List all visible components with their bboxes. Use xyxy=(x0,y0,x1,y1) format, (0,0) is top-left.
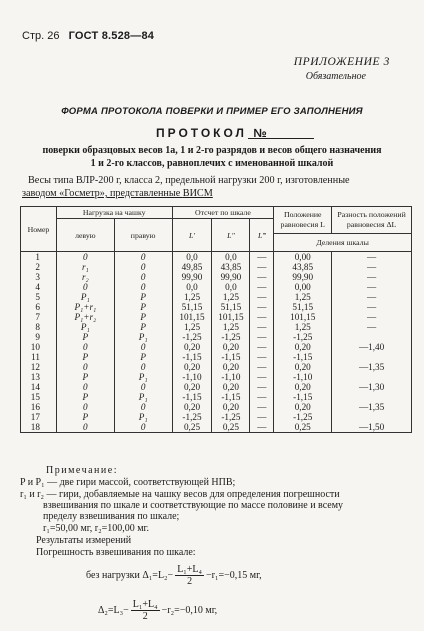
left-pan-load: P₁ xyxy=(56,322,114,332)
reading-l2: 51,15 xyxy=(212,302,250,312)
left-pan-load: 0 xyxy=(56,422,114,433)
table-row xyxy=(21,302,412,312)
equilibrium-difference: — xyxy=(332,292,412,302)
reading-l2: 0,25 xyxy=(212,422,250,433)
equilibrium-position: 43,85 xyxy=(274,262,332,272)
left-pan-load: P xyxy=(56,332,114,342)
equilibrium-position: 0,20 xyxy=(274,342,332,352)
left-pan-load: P xyxy=(56,372,114,382)
row-number: 9 xyxy=(21,332,57,342)
reading-l3: — xyxy=(250,342,274,352)
row-number: 8 xyxy=(21,322,57,332)
reading-l1: 0,25 xyxy=(172,422,212,433)
row-number: 10 xyxy=(21,342,57,352)
table-row xyxy=(21,282,412,292)
reading-l1: 99,90 xyxy=(172,272,212,282)
left-pan-load: P xyxy=(56,412,114,422)
error-heading: Погрешность взвешивания по шкале: xyxy=(36,547,196,558)
formula-1-lhs: без нагрузки Δ₁=L₂− xyxy=(86,569,174,581)
equilibrium-difference: — xyxy=(332,302,412,312)
protocol-subtitle-2: 1 и 2-го классов, равноплечих с именованной шкалой xyxy=(90,158,334,169)
table-row xyxy=(21,372,412,382)
reading-l1: 0,20 xyxy=(172,342,212,352)
table-row xyxy=(21,272,412,282)
page-header xyxy=(22,30,154,42)
right-pan-load: P xyxy=(114,312,172,322)
row-number: 11 xyxy=(21,352,57,362)
right-pan-load: 0 xyxy=(114,252,172,263)
right-pan-load: P₁ xyxy=(114,392,172,402)
table-row xyxy=(21,342,412,352)
row-number: 3 xyxy=(21,272,57,282)
note-line-4: пределу взвешивания по шкале; xyxy=(43,511,180,522)
left-pan-load: 0 xyxy=(56,252,114,263)
equilibrium-position: 51,15 xyxy=(274,302,332,312)
header-readings: Отсчет по шкале xyxy=(172,207,274,219)
reading-l2: 0,0 xyxy=(212,282,250,292)
right-pan-load: 0 xyxy=(114,262,172,272)
equilibrium-position: 0,25 xyxy=(274,422,332,433)
equilibrium-position: 1,25 xyxy=(274,322,332,332)
scale-description-1: Весы типа ВЛР-200 г, класса 2, предельной нагрузки 200 г, изготовленные xyxy=(28,175,350,186)
note-line-3: взвешивания по шкале и соответствующие по массе половине и всему xyxy=(43,500,344,511)
reading-l1: 0,0 xyxy=(172,282,212,292)
row-number: 4 xyxy=(21,282,57,292)
equilibrium-position: -1,10 xyxy=(274,372,332,382)
left-pan-load: 0 xyxy=(56,382,114,392)
table-row xyxy=(21,292,412,302)
reading-l3: — xyxy=(250,372,274,382)
reading-l3: — xyxy=(250,382,274,392)
right-pan-load: P xyxy=(114,352,172,362)
note-line-2: r₁ и r₂ — гири, добавляемые на чашку весов для определения погрешности xyxy=(20,489,340,500)
reading-l2: 0,20 xyxy=(212,402,250,412)
table-row xyxy=(21,382,412,392)
reading-l3: — xyxy=(250,312,274,322)
equilibrium-position: 0,20 xyxy=(274,402,332,412)
equilibrium-difference xyxy=(332,372,412,382)
reading-l1: -1,15 xyxy=(172,352,212,362)
table-row xyxy=(21,392,412,402)
formula-1-numerator: L₁+L₄ xyxy=(177,564,203,575)
row-number: 7 xyxy=(21,312,57,322)
equilibrium-position: 101,15 xyxy=(274,312,332,322)
header-units: Деления шкалы xyxy=(274,233,412,252)
equilibrium-position: 0,00 xyxy=(274,282,332,292)
reading-l1: 1,25 xyxy=(172,292,212,302)
left-pan-load: P₁+r₁ xyxy=(56,302,114,312)
row-number: 5 xyxy=(21,292,57,302)
table-row xyxy=(21,332,412,342)
header-right-pan: правую xyxy=(114,219,172,252)
reading-l1: 101,15 xyxy=(172,312,212,322)
note-title: Примечание: xyxy=(46,465,118,476)
equilibrium-position: -1,25 xyxy=(274,332,332,342)
reading-l1: 0,20 xyxy=(172,362,212,372)
left-pan-load: P xyxy=(56,352,114,362)
table-row xyxy=(21,252,412,263)
row-number: 17 xyxy=(21,412,57,422)
reading-l2: 0,0 xyxy=(212,252,250,263)
equilibrium-difference: — xyxy=(332,312,412,322)
row-number: 14 xyxy=(21,382,57,392)
header-left-pan: левую xyxy=(56,219,114,252)
equilibrium-position: -1,15 xyxy=(274,392,332,402)
table-row xyxy=(21,312,412,322)
protocol-title: ПРОТОКОЛ № xyxy=(156,126,270,140)
formula-2-numerator: L₁+L₄ xyxy=(132,599,158,610)
equilibrium-difference xyxy=(332,332,412,342)
results-heading: Результаты измерений xyxy=(36,535,132,546)
right-pan-load: 0 xyxy=(114,342,172,352)
equilibrium-difference: —1,40 xyxy=(332,342,412,352)
right-pan-load: 0 xyxy=(114,402,172,412)
row-number: 2 xyxy=(21,262,57,272)
reading-l2: 1,25 xyxy=(212,292,250,302)
row-number: 12 xyxy=(21,362,57,372)
reading-l3: — xyxy=(250,292,274,302)
formula-2-denominator: 2 xyxy=(142,611,148,622)
reading-l3: — xyxy=(250,282,274,292)
reading-l3: — xyxy=(250,422,274,433)
reading-l2: 0,20 xyxy=(212,342,250,352)
reading-l2: -1,15 xyxy=(212,352,250,362)
note-line-1: P и P₁ — две гири массой, соответствующей НПВ; xyxy=(20,477,236,488)
row-number: 6 xyxy=(21,302,57,312)
scale-description-2 xyxy=(22,188,213,199)
equilibrium-difference xyxy=(332,352,412,362)
header-number: Номер xyxy=(21,207,57,252)
reading-l1: -1,25 xyxy=(172,412,212,422)
note-line-5: r₁=50,00 мг, r₂=100,00 мг. xyxy=(43,523,150,534)
formula-1 xyxy=(86,564,262,587)
reading-l1: 0,0 xyxy=(172,252,212,263)
row-number: 13 xyxy=(21,372,57,382)
equilibrium-difference: —1,30 xyxy=(332,382,412,392)
equilibrium-difference: — xyxy=(332,282,412,292)
left-pan-load: 0 xyxy=(56,402,114,412)
organization: ВИСМ xyxy=(182,188,213,199)
left-pan-load: P₁+r₂ xyxy=(56,312,114,322)
header-l1: L′ xyxy=(172,219,212,252)
reading-l3: — xyxy=(250,272,274,282)
appendix-title: ПРИЛОЖЕНИЕ 3 xyxy=(293,56,390,68)
reading-l2: 101,15 xyxy=(212,312,250,322)
protocol-subtitle-1: поверки образцовых весов 1а, 1 и 2-го разрядов и весов общего назначения xyxy=(42,145,382,156)
formula-2 xyxy=(98,599,217,622)
table-row xyxy=(21,322,412,332)
equilibrium-position: 1,25 xyxy=(274,292,332,302)
reading-l3: — xyxy=(250,262,274,272)
reading-l2: 43,85 xyxy=(212,262,250,272)
reading-l1: 1,25 xyxy=(172,322,212,332)
left-pan-load: 0 xyxy=(56,362,114,372)
equilibrium-difference: — xyxy=(332,272,412,282)
table-row xyxy=(21,262,412,272)
reading-l2: 99,90 xyxy=(212,272,250,282)
table-row xyxy=(21,362,412,372)
page-number: Стр. 26 xyxy=(22,30,60,42)
reading-l2: 1,25 xyxy=(212,322,250,332)
equilibrium-difference: — xyxy=(332,262,412,272)
reading-l3: — xyxy=(250,402,274,412)
table-row xyxy=(21,402,412,412)
left-pan-load: r₁ xyxy=(56,262,114,272)
reading-l3: — xyxy=(250,352,274,362)
right-pan-load: P xyxy=(114,322,172,332)
equilibrium-difference xyxy=(332,392,412,402)
right-pan-load: 0 xyxy=(114,272,172,282)
reading-l1: -1,15 xyxy=(172,392,212,402)
table-row xyxy=(21,412,412,422)
reading-l1: 0,20 xyxy=(172,382,212,392)
reading-l2: -1,25 xyxy=(212,412,250,422)
row-number: 18 xyxy=(21,422,57,433)
row-number: 15 xyxy=(21,392,57,402)
standard-code: ГОСТ 8.528—84 xyxy=(68,30,155,42)
reading-l1: 49,85 xyxy=(172,262,212,272)
reading-l3: — xyxy=(250,332,274,342)
row-number: 1 xyxy=(21,252,57,263)
right-pan-load: 0 xyxy=(114,422,172,433)
right-pan-load: P xyxy=(114,292,172,302)
equilibrium-difference: — xyxy=(332,252,412,263)
right-pan-load: P xyxy=(114,302,172,312)
manufacturer-text: заводом «Госметр», представленные xyxy=(22,188,183,199)
right-pan-load: 0 xyxy=(114,362,172,372)
reading-l3: — xyxy=(250,322,274,332)
header-zero: Положение равновесия L xyxy=(274,207,332,234)
left-pan-load: 0 xyxy=(56,282,114,292)
header-l3: L‴ xyxy=(250,219,274,252)
equilibrium-position: 0,20 xyxy=(274,382,332,392)
left-pan-load: 0 xyxy=(56,342,114,352)
header-diff: Разность положений равновесия ΔL xyxy=(332,207,412,234)
equilibrium-difference xyxy=(332,412,412,422)
formula-1-rhs: −r₁=−0,15 мг, xyxy=(206,569,262,581)
reading-l2: -1,15 xyxy=(212,392,250,402)
reading-l2: -1,25 xyxy=(212,332,250,342)
table-row xyxy=(21,422,412,433)
equilibrium-position: 0,20 xyxy=(274,362,332,372)
header-load: Нагрузка на чашку xyxy=(56,207,172,219)
equilibrium-difference: — xyxy=(332,322,412,332)
reading-l2: 0,20 xyxy=(212,362,250,372)
formula-2-fraction xyxy=(131,599,160,622)
reading-l2: 0,20 xyxy=(212,382,250,392)
reading-l3: — xyxy=(250,302,274,312)
left-pan-load: r₂ xyxy=(56,272,114,282)
protocol-number-line xyxy=(248,138,314,139)
reading-l1: 51,15 xyxy=(172,302,212,312)
right-pan-load: P₁ xyxy=(114,332,172,342)
reading-l3: — xyxy=(250,412,274,422)
row-number: 16 xyxy=(21,402,57,412)
left-pan-load: P xyxy=(56,392,114,402)
left-pan-load: P₁ xyxy=(56,292,114,302)
header-l2: L″ xyxy=(212,219,250,252)
table-row xyxy=(21,352,412,362)
right-pan-load: P₁ xyxy=(114,372,172,382)
form-title: ФОРМА ПРОТОКОЛА ПОВЕРКИ И ПРИМЕР ЕГО ЗАПОЛНЕНИЯ xyxy=(61,106,363,117)
reading-l3: — xyxy=(250,252,274,263)
equilibrium-difference: —1,35 xyxy=(332,362,412,372)
reading-l2: -1,10 xyxy=(212,372,250,382)
equilibrium-position: -1,25 xyxy=(274,412,332,422)
right-pan-load: 0 xyxy=(114,282,172,292)
reading-l3: — xyxy=(250,392,274,402)
formula-1-denominator: 2 xyxy=(187,576,193,587)
reading-l1: -1,25 xyxy=(172,332,212,342)
equilibrium-position: -1,15 xyxy=(274,352,332,362)
protocol-table xyxy=(20,206,412,433)
reading-l1: 0,20 xyxy=(172,402,212,412)
right-pan-load: 0 xyxy=(114,382,172,392)
reading-l3: — xyxy=(250,362,274,372)
equilibrium-difference: —1,50 xyxy=(332,422,412,433)
equilibrium-difference: —1,35 xyxy=(332,402,412,412)
equilibrium-position: 0,00 xyxy=(274,252,332,263)
equilibrium-position: 99,90 xyxy=(274,272,332,282)
formula-1-fraction xyxy=(175,564,204,587)
reading-l1: -1,10 xyxy=(172,372,212,382)
formula-2-lhs: Δ₂=L₃− xyxy=(98,604,129,616)
right-pan-load: P₁ xyxy=(114,412,172,422)
formula-2-rhs: −r₂=−0,10 мг, xyxy=(161,604,218,616)
appendix-status: Обязательное xyxy=(305,71,366,82)
